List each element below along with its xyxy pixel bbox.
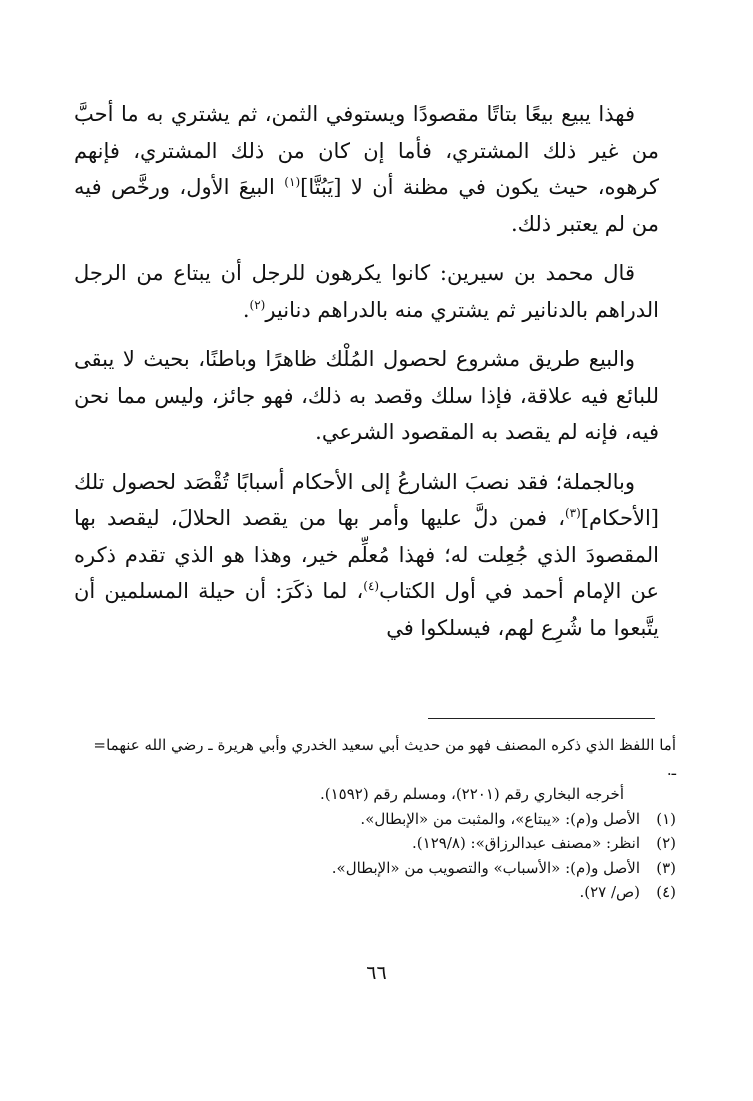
main-text [74, 96, 659, 646]
footnote-ref-2: (٢) [249, 297, 266, 312]
footnote-number: (١) [656, 809, 676, 828]
footnote-number: (٢) [656, 834, 676, 852]
footnote-number: (٤) [656, 883, 676, 901]
footnote-text: الأصل و(م): «الأسباب» والتصويب من «الإبطال». [331, 858, 640, 877]
footnote-1 [76, 807, 676, 832]
footnote-3 [76, 856, 676, 881]
page-number: ٦٦ [366, 962, 387, 984]
paragraph-1: فهذا يبيع بيعًا بتاتًا مقصودًا ويستوفي الثمن، ثم يشتري به ما أحبَّ من غير ذلك المشتري، فأما إن كان من ذلك المشتري، فإنهم كرهوه، حيث يكون في مظنة أن لا [يَبُتَّا]$^{(١)}$ البيعَ الأول، ورخَّص فيه من لم يعتبر ذلك. [74, 102, 659, 236]
footnote-source-line: أخرجه البخاري رقم (٢٢٠١)، ومسلم رقم (١٥٩٢). [319, 785, 624, 803]
footnote-text: الأصل و(م): «يبتاع»، والمثبت من «الإبطال». [360, 809, 640, 828]
continuation-text: أما اللفظ الذي ذكره المصنف فهو من حديث أبي سعيد الخدري وأبي هريرة ـ رضي الله عنهما ـ. [106, 736, 676, 779]
footnotes [76, 733, 676, 905]
footnote-number: (٣) [656, 858, 676, 877]
footnote-2 [76, 831, 676, 856]
footnote-continuation [76, 733, 676, 782]
footnote-text: (ص/ ٢٧). [579, 883, 640, 901]
footnote-4 [76, 880, 676, 905]
paragraph-2: قال محمد بن سيرين: كانوا يكرهون للرجل أن يبتاع من الرجل الدراهم بالدنانير ثم يشتري منه بالدراهم دنانير$^{(٢)}$. [74, 261, 659, 322]
footnote-separator [428, 718, 655, 719]
continuation-mark: = [93, 736, 106, 754]
footnote-ref-3: (٣) [564, 506, 581, 520]
footnote-ref-1: (١) [284, 175, 301, 189]
footnote-text: انظر: «مصنف عبدالرزاق»: (١٢٩/٨). [412, 834, 640, 852]
footnote-ref-4: (٤) [363, 579, 380, 593]
paragraph-4: وبالجملة؛ فقد نصبَ الشارعُ إلى الأحكام أسبابًا تُقْصَد لحصول تلك [الأحكام]$^{(٣)}$، فمن دلَّ عليها وأمر بها من يقصد الحلالَ، ليقصد بها المقصودَ الذي جُعِلت له؛ فهذا مُعلِّم خير، وهذا هو الذي تقدم ذكره عن الإمام أحمد في أول الكتاب$^{(٤)}$، لما ذكَرَ: أن حيلة المسلمين أن يتَّبعوا ما شُرِع لهم، فيسلكوا في [74, 469, 659, 640]
paragraph-3: والبيع طريق مشروع لحصول المُلْك ظاهرًا وباطنًا، بحيث لا يبقى للبائع فيه علاقة، فإذا سلك وقصد به ذلك، فهو جائز، وليس مما نحن فيه، فإنه لم يقصد به المقصود الشرعي. [74, 347, 659, 444]
